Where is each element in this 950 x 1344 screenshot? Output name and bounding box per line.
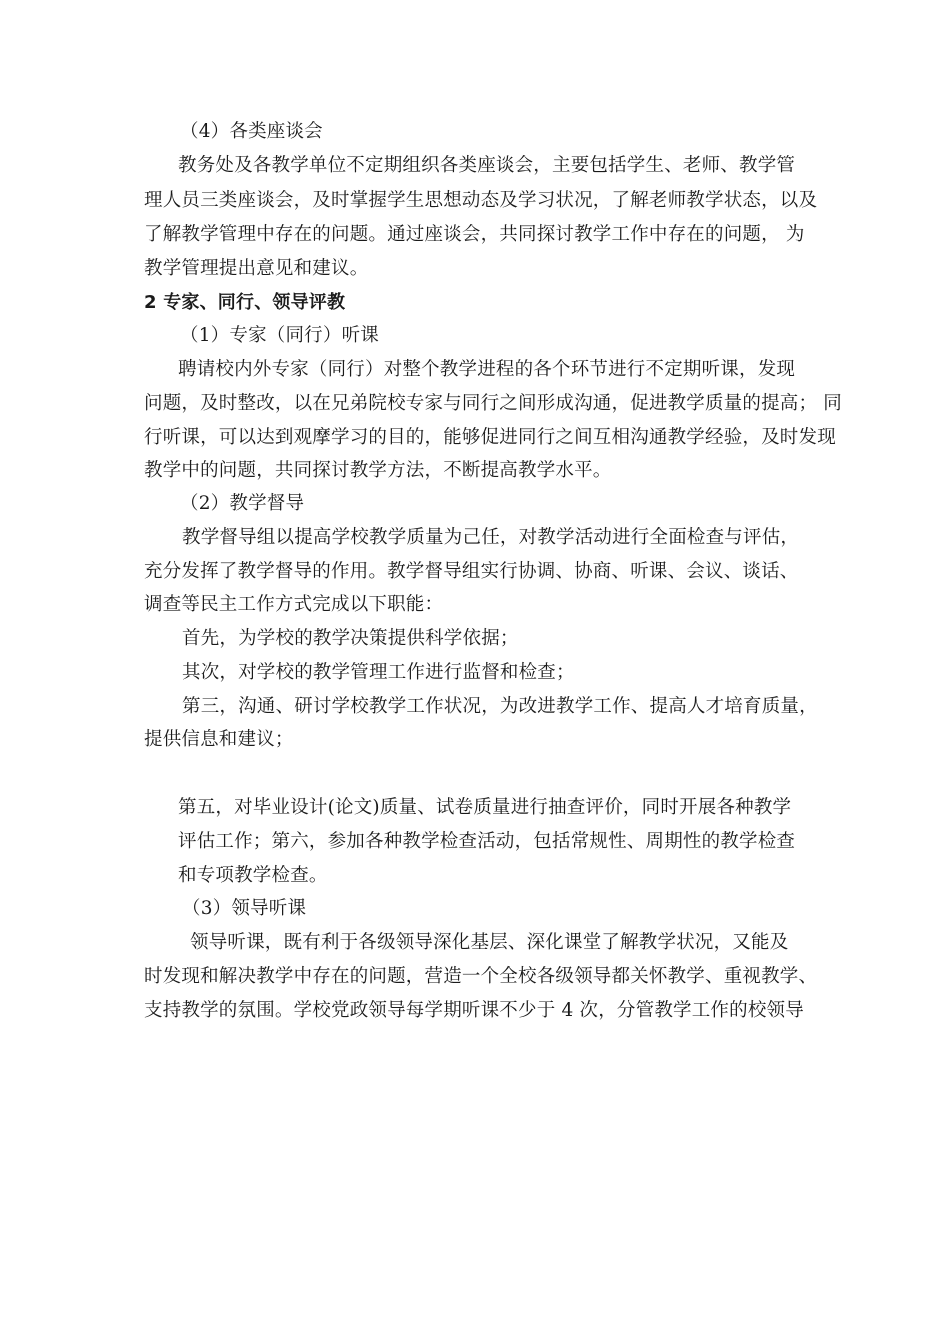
paragraph-line: 教务处及各教学单位不定期组织各类座谈会，主要包括学生、老师、教学管 bbox=[178, 155, 796, 176]
subsection-heading-expert-listening: （1）专家（同行）听课 bbox=[180, 325, 379, 346]
list-item: 和专项教学检查。 bbox=[178, 865, 328, 886]
list-item: 第五，对毕业设计(论文)质量、试卷质量进行抽查评价，同时开展各种教学 bbox=[178, 797, 792, 818]
paragraph-line: 教学管理提出意见和建议。 bbox=[144, 258, 369, 279]
paragraph-line: 行听课，可以达到观摩学习的目的，能够促进同行之间互相沟通教学经验，及时发现 bbox=[144, 427, 836, 448]
paragraph-line: 聘请校内外专家（同行）对整个教学进程的各个环节进行不定期听课，发现 bbox=[178, 359, 796, 380]
list-item: 其次，对学校的教学管理工作进行监督和检查； bbox=[182, 662, 575, 683]
section-heading-seminars: （4）各类座谈会 bbox=[180, 121, 323, 142]
paragraph-line: 理人员三类座谈会，及时掌握学生思想动态及学习状况，了解老师教学状态，以及 bbox=[144, 190, 818, 211]
list-item: 评估工作；第六，参加各种教学检查活动，包括常规性、周期性的教学检查 bbox=[178, 831, 796, 852]
paragraph-line: 时发现和解决教学中存在的问题，营造一个全校各级领导都关怀教学、重视教学、 bbox=[144, 966, 818, 987]
subsection-heading-supervision: （2）教学督导 bbox=[180, 493, 305, 514]
paragraph-line: 领导听课，既有利于各级领导深化基层、深化课堂了解教学状况，又能及 bbox=[190, 932, 789, 953]
section-heading-evaluation: 2 专家、同行、领导评教 bbox=[144, 292, 346, 313]
paragraph-line: 问题，及时整改，以在兄弟院校专家与同行之间形成沟通，促进教学质量的提高； 同 bbox=[144, 393, 842, 414]
paragraph-line: 支持教学的氛围。学校党政领导每学期听课不少于 4 次，分管教学工作的校领导 bbox=[144, 1000, 804, 1021]
subsection-heading-leader-listening: （3）领导听课 bbox=[182, 898, 307, 919]
list-item: 提供信息和建议； bbox=[144, 729, 294, 750]
paragraph-line: 教学中的问题，共同探讨教学方法，不断提高教学水平。 bbox=[144, 460, 612, 481]
paragraph-line: 充分发挥了教学督导的作用。教学督导组实行协调、协商、听课、会议、谈话、 bbox=[144, 561, 799, 582]
list-item: 第三，沟通、研讨学校教学工作状况，为改进教学工作、提高人才培育质量， bbox=[182, 696, 818, 717]
list-item: 首先，为学校的教学决策提供科学依据； bbox=[182, 628, 519, 649]
paragraph-line: 了解教学管理中存在的问题。通过座谈会，共同探讨教学工作中存在的问题， 为 bbox=[144, 224, 805, 245]
paragraph-line: 教学督导组以提高学校教学质量为己任，对教学活动进行全面检查与评估， bbox=[182, 527, 800, 548]
paragraph-line: 调查等民主工作方式完成以下职能： bbox=[144, 594, 444, 615]
